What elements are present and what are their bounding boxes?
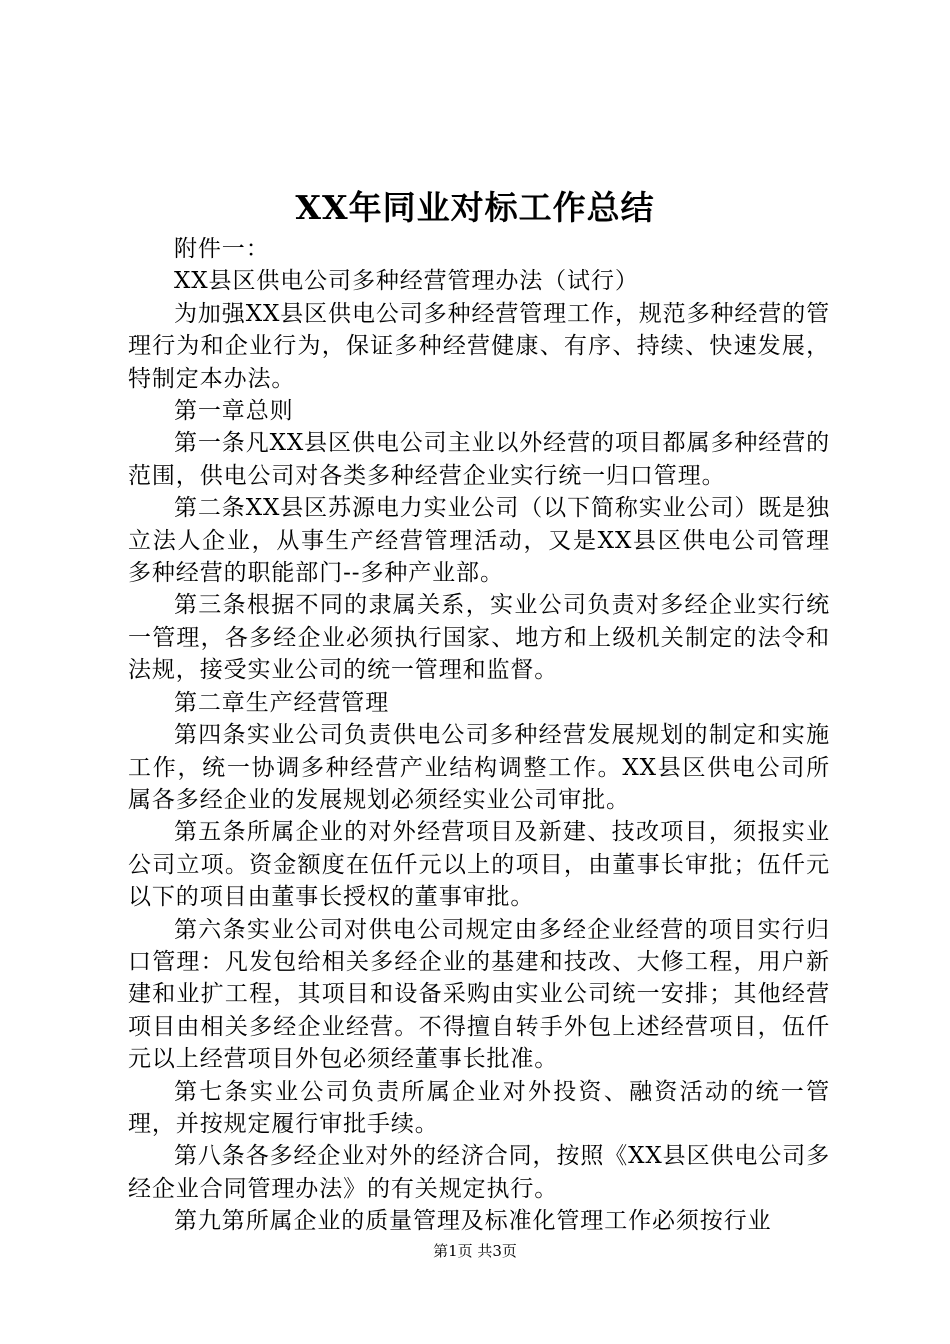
paragraph: 第六条实业公司对供电公司规定由多经企业经营的项目实行归口管理：凡发包给相关多经企业的基建和技改、大修工程，用户新建和业扩工程，其项目和设备采购由实业公司统一安排；其他经营项目由相关多经企业经营。不得擅自转手外包上述经营项目，伍仟元以上经营项目外包必须经董事长批准。 (128, 916, 830, 1073)
document-body (128, 233, 830, 1238)
paragraph: 第八条各多经企业对外的经济合同，按照《XX县区供电公司多经企业合同管理办法》的有关规定执行。 (128, 1143, 830, 1202)
chapter-heading: 第二章生产经营管理 (174, 689, 390, 716)
paragraph: 第四条实业公司负责供电公司多种经营发展规划的制定和实施工作，统一协调多种经营产业结构调整工作。XX县区供电公司所属各多经企业的发展规划必须经实业公司审批。 (128, 722, 830, 813)
paragraph: 为加强XX县区供电公司多种经营管理工作，规范多种经营的管理行为和企业行为，保证多种经营健康、有序、持续、快速发展，特制定本办法。 (128, 300, 830, 392)
paragraph: 第七条实业公司负责所属企业对外投资、融资活动的统一管理，并按规定履行审批手续。 (128, 1078, 830, 1137)
paragraph: 附件一： (174, 236, 270, 262)
paragraph: 第一条凡XX县区供电公司主业以外经营的项目都属多种经营的范围，供电公司对各类多种经营企业实行统一归口管理。 (128, 430, 830, 489)
chapter-heading: 第一章总则 (174, 398, 294, 425)
paragraph: 第九第所属企业的质量管理及标准化管理工作必须按行业 (174, 1208, 772, 1235)
paragraph: 第三条根据不同的隶属关系，实业公司负责对多经企业实行统一管理，各多经企业必须执行国家、地方和上级机关制定的法令和法规，接受实业公司的统一管理和监督。 (128, 592, 830, 684)
document-title: XX年同业对标工作总结 (295, 188, 655, 227)
paragraph: 第二条XX县区苏源电力实业公司（以下简称实业公司）既是独立法人企业，从事生产经营管理活动，又是XX县区供电公司管理多种经营的职能部门--多种产业部。 (128, 495, 830, 587)
paragraph: XX县区供电公司多种经营管理办法（试行） (174, 268, 639, 295)
page-footer: 第1页 共3页 (433, 1242, 517, 1260)
paragraph: 第五条所属企业的对外经营项目及新建、技改项目，须报实业公司立项。资金额度在伍仟元以上的项目，由董事长审批；伍仟元以下的项目由董事长授权的董事审批。 (128, 819, 830, 911)
